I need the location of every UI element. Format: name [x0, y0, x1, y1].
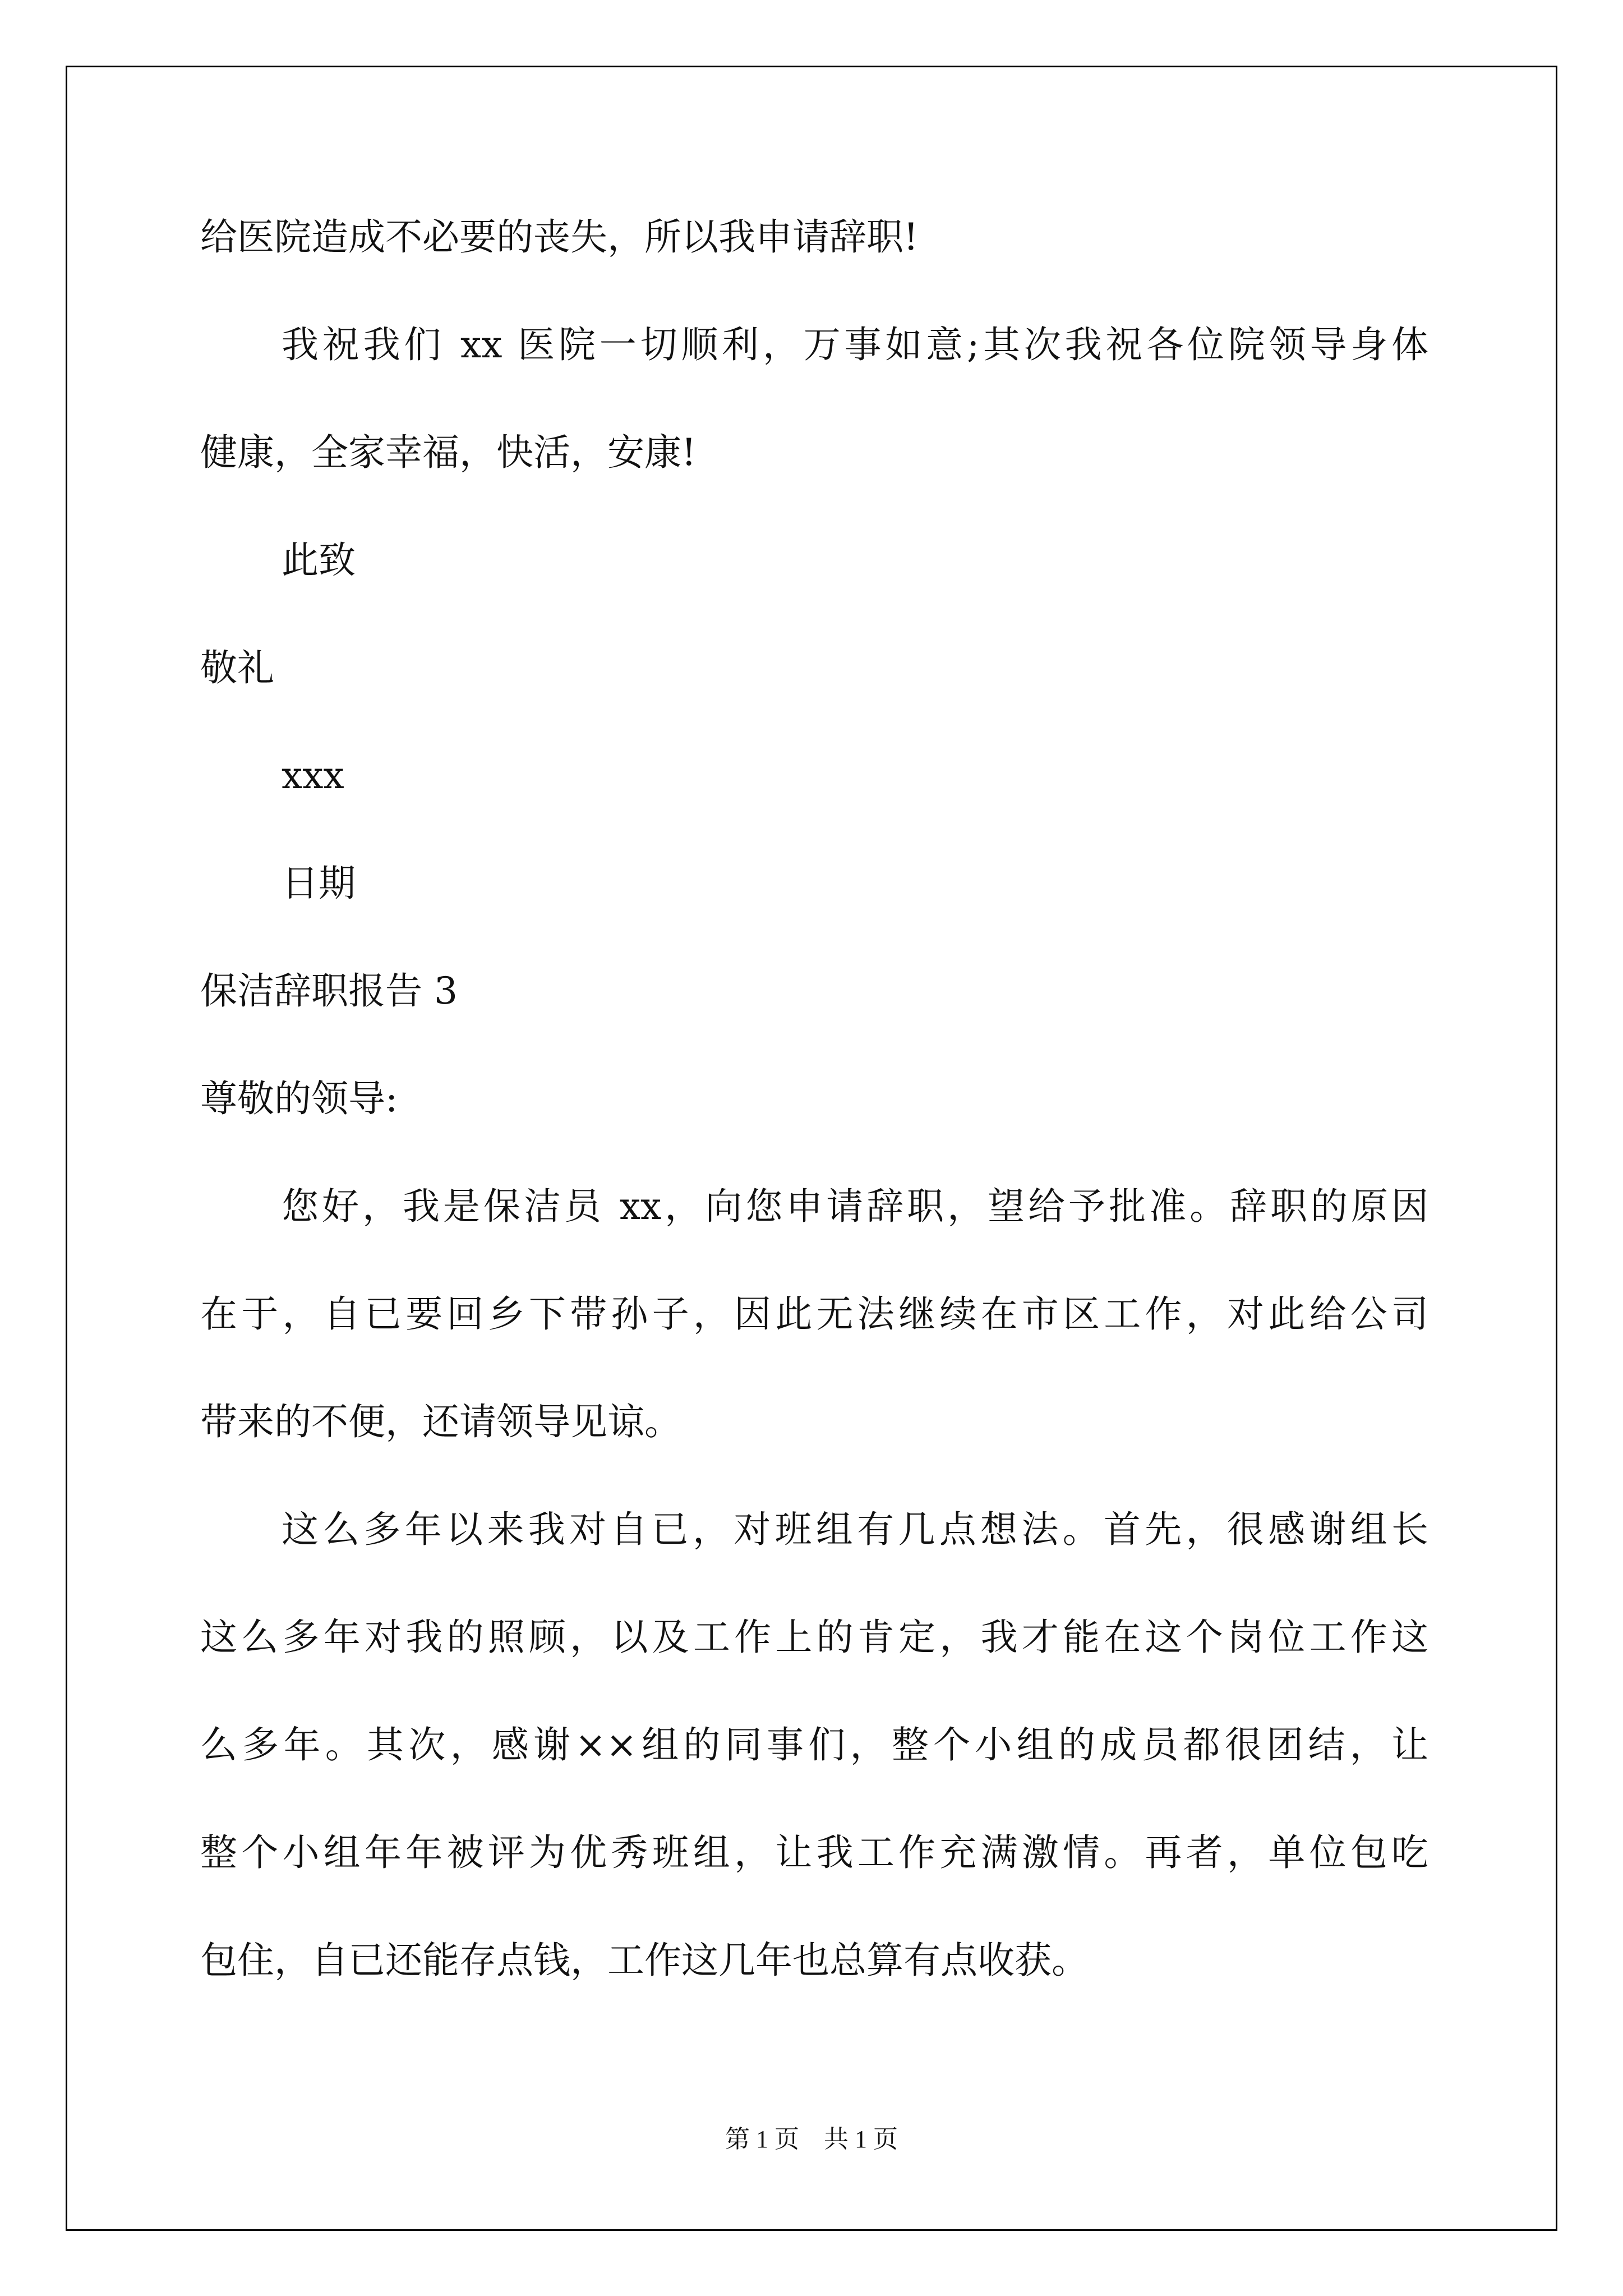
text-line-15: 么多年。其次，感谢××组的同事们，整个小组的成员都很团结，让: [200, 1723, 1428, 1766]
page-number-footer: 第 1 页 共 1 页: [725, 2125, 898, 2153]
text-line-3: 健康，全家幸福，快活，安康!: [200, 431, 697, 474]
text-line-14: 这么多年对我的照顾，以及工作上的肯定，我才能在这个岗位工作这: [200, 1616, 1428, 1659]
text-line-12: 带来的不便，还请领导见谅。: [200, 1400, 681, 1443]
greeting: 尊敬的领导:: [200, 1077, 398, 1120]
text-line-17: 包住，自已还能存点钱，工作这几年也总算有点收获。: [200, 1939, 1089, 1982]
text-line-13: 这么多年以来我对自已，对班组有几点想法。首先，很感谢组长: [282, 1508, 1428, 1551]
text-line-1: 给医院造成不必要的丧失，所以我申请辞职!: [200, 215, 919, 259]
signature-date: 日期: [282, 862, 356, 905]
text-line-10: 您好，我是保洁员 xx，向您申请辞职，望给予批准。辞职的原因: [282, 1185, 1428, 1228]
text-line-11: 在于，自已要回乡下带孙子，因此无法继续在市区工作，对此给公司: [200, 1292, 1428, 1336]
text-line-16: 整个小组年年被评为优秀班组，让我工作充满激情。再者，单位包吃: [200, 1831, 1428, 1874]
signature-name: xxx: [282, 754, 344, 797]
closing-salutation: 此致: [282, 539, 356, 582]
text-line-2: 我祝我们 xx 医院一切顺利，万事如意;其次我祝各位院领导身体: [282, 323, 1428, 366]
section-title: 保洁辞职报告 3: [200, 969, 458, 1013]
closing-regards: 敬礼: [200, 646, 274, 689]
page-border: [66, 66, 1557, 2231]
